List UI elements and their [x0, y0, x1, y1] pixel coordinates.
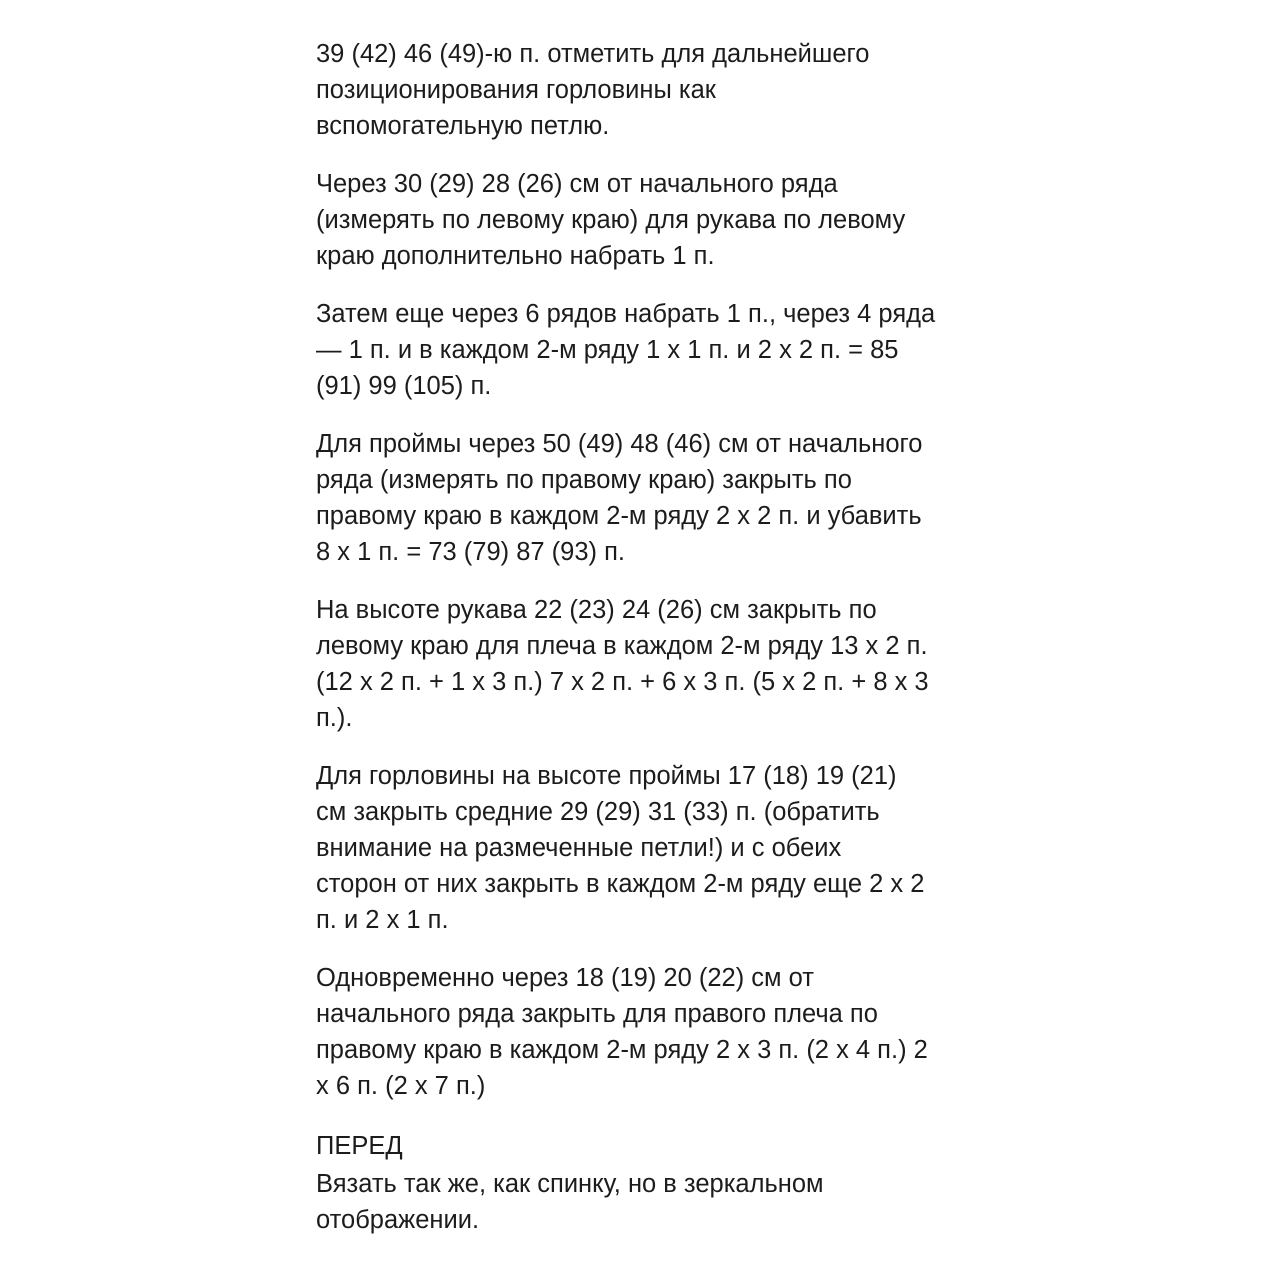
section-front: [316, 1126, 1016, 1238]
paragraph-shoulder-right: [316, 960, 1016, 1104]
paragraph-sleeve-increases: [316, 296, 1016, 404]
paragraph-armhole: [316, 426, 1016, 570]
text-line: На высоте рукава 22 (23) 24 (26) см закрыть по: [316, 596, 877, 624]
text-line: краю дополнительно набрать 1 п.: [316, 242, 715, 270]
paragraph-shoulder-left: [316, 592, 1016, 736]
text-line: Через 30 (29) 28 (26) см от начального ряда: [316, 170, 838, 198]
section-heading: ПЕРЕД: [316, 1132, 403, 1160]
text-line: 8 х 1 п. = 73 (79) 87 (93) п.: [316, 538, 625, 566]
text-line: Для проймы через 50 (49) 48 (46) см от начального: [316, 430, 923, 458]
text-line: 39 (42) 46 (49)-ю п. отметить для дальнейшего: [316, 40, 870, 68]
text-line: правому краю в каждом 2-м ряду 2 х 2 п. и убавить: [316, 502, 922, 530]
text-line: х 6 п. (2 х 7 п.): [316, 1072, 486, 1100]
paragraph-sleeve-cast-on: [316, 166, 1016, 274]
text-line: (измерять по левому краю) для рукава по левому: [316, 206, 906, 234]
text-line: (91) 99 (105) п.: [316, 372, 492, 400]
text-line: Одновременно через 18 (19) 20 (22) см от: [316, 964, 814, 992]
text-line: Для горловины на высоте проймы 17 (18) 19 (21): [316, 762, 897, 790]
text-line: отображении.: [316, 1206, 480, 1234]
text-line: вспомогательную петлю.: [316, 112, 610, 140]
text-line: (12 х 2 п. + 1 х 3 п.) 7 х 2 п. + 6 х 3 п. (5 х 2 п. + 8 х 3: [316, 668, 929, 696]
text-line: Затем еще через 6 рядов набрать 1 п., через 4 ряда: [316, 300, 936, 328]
text-line: ряда (измерять по правому краю) закрыть по: [316, 466, 852, 494]
text-line: п.).: [316, 704, 353, 732]
text-line: — 1 п. и в каждом 2-м ряду 1 х 1 п. и 2 х 2 п. = 85: [316, 336, 899, 364]
text-line: внимание на размеченные петли!) и с обеих: [316, 834, 842, 862]
text-line: Вязать так же, как спинку, но в зеркальном: [316, 1170, 824, 1198]
pattern-instructions: [316, 36, 1016, 1260]
text-line: правому краю в каждом 2-м ряду 2 х 3 п. (2 х 4 п.) 2: [316, 1036, 928, 1064]
text-line: сторон от них закрыть в каждом 2-м ряду еще 2 х 2: [316, 870, 925, 898]
paragraph-neckline-marker: [316, 36, 1016, 144]
text-line: п. и 2 х 1 п.: [316, 906, 449, 934]
text-line: левому краю для плеча в каждом 2-м ряду 13 х 2 п.: [316, 632, 928, 660]
text-line: начального ряда закрыть для правого плеча по: [316, 1000, 878, 1028]
paragraph-neckline: [316, 758, 1016, 938]
text-line: позиционирования горловины как: [316, 76, 716, 104]
text-line: см закрыть средние 29 (29) 31 (33) п. (обратить: [316, 798, 880, 826]
